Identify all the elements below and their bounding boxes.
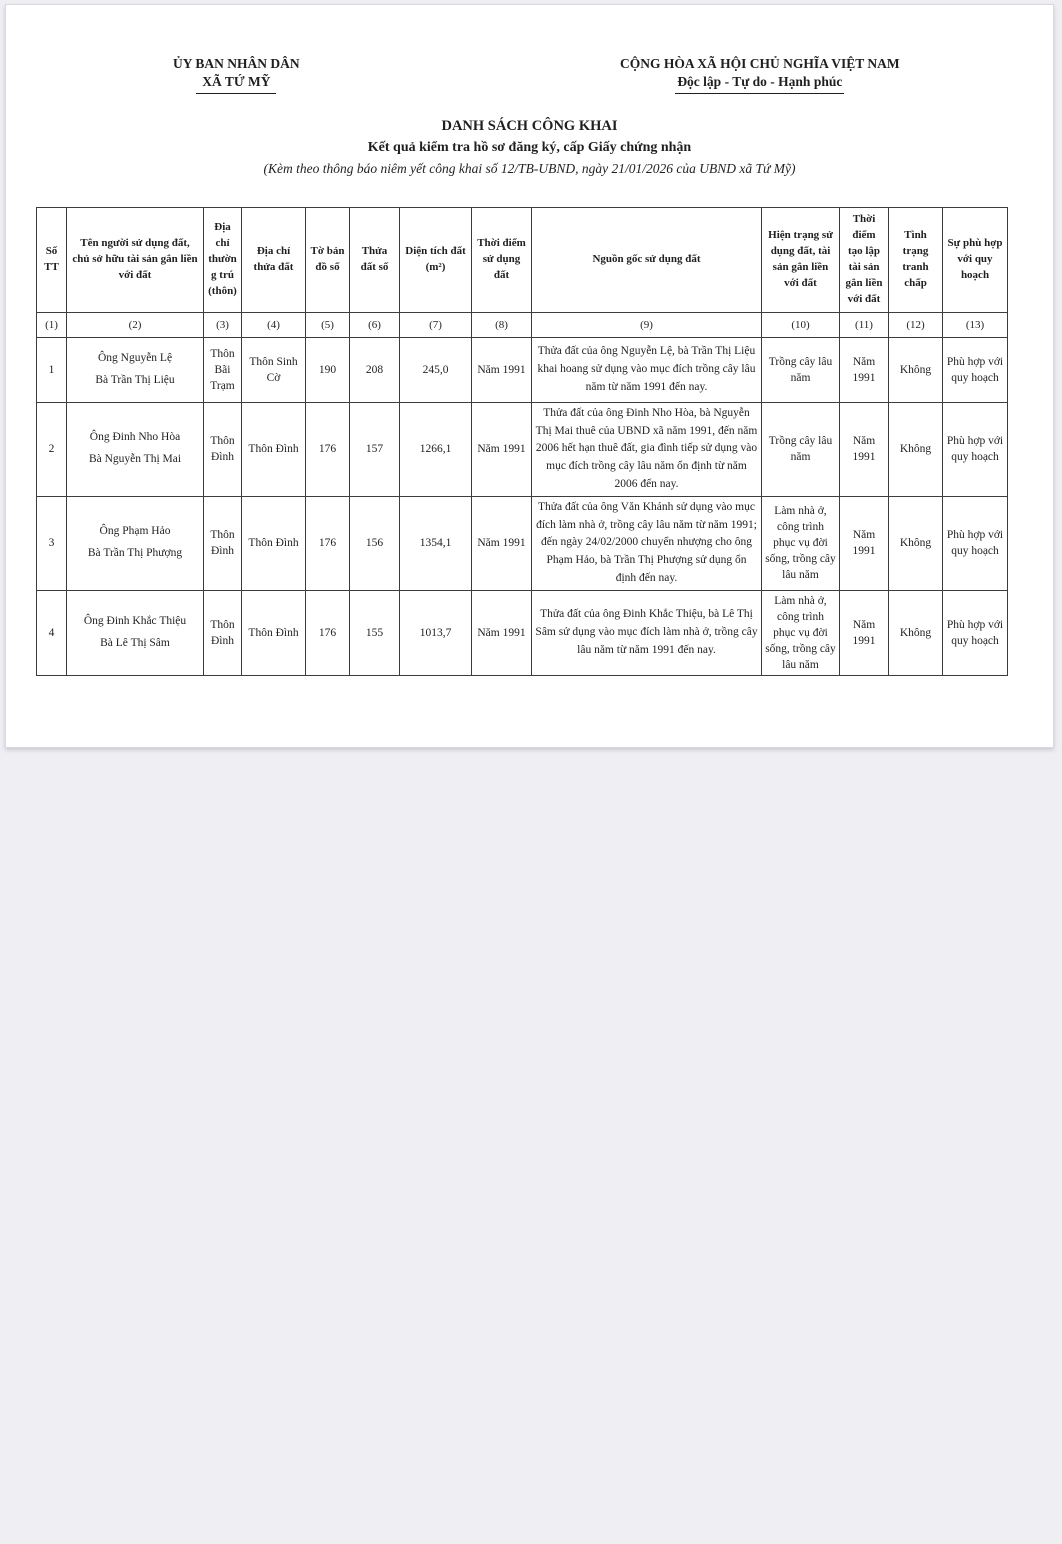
col-number: (13) bbox=[943, 312, 1008, 337]
col-header-parcel-number: Thửa đất số bbox=[350, 207, 400, 312]
cell-planning: Phù hợp với quy hoạch bbox=[943, 496, 1008, 590]
table-row bbox=[37, 337, 1008, 402]
col-number: (8) bbox=[472, 312, 532, 337]
table-header-row bbox=[37, 207, 1008, 312]
cell-current-use: Trồng cây lâu năm bbox=[762, 337, 840, 402]
col-header-current-use: Hiện trạng sử dụng đất, tài sản gắn liền với đất bbox=[762, 207, 840, 312]
cell-name bbox=[67, 590, 204, 675]
cell-map-sheet: 176 bbox=[306, 402, 350, 496]
cell-parcel-number: 155 bbox=[350, 590, 400, 675]
cell-dispute: Không bbox=[889, 337, 943, 402]
cell-residence: Thôn Đình bbox=[204, 590, 242, 675]
col-number: (2) bbox=[67, 312, 204, 337]
letterhead bbox=[6, 55, 1053, 94]
cell-asset-time: Năm 1991 bbox=[840, 590, 889, 675]
col-header-origin: Nguồn gốc sử dụng đất bbox=[532, 207, 762, 312]
col-number: (4) bbox=[242, 312, 306, 337]
table-row bbox=[37, 590, 1008, 675]
col-header-parcel-address: Địa chỉ thửa đất bbox=[242, 207, 306, 312]
col-number: (1) bbox=[37, 312, 67, 337]
cell-current-use: Làm nhà ở, công trình phục vụ đời sống, trồng cây lâu năm bbox=[762, 496, 840, 590]
land-user-name: Bà Nguyễn Thị Mai bbox=[88, 453, 182, 466]
col-number: (10) bbox=[762, 312, 840, 337]
col-number: (9) bbox=[532, 312, 762, 337]
cell-origin: Thửa đất của ông Đinh Nho Hòa, bà Nguyễn Thị Mai thuê của UBND xã năm 1991, đến năm 2006 hết hạn thuê đất, gia đình tiếp sử dụng vào mục đích trồng cây lâu năm ổn định từ năm 2006 đến nay. bbox=[532, 402, 762, 496]
land-user-name: Ông Nguyễn Lệ bbox=[97, 351, 173, 364]
document-note: (Kèm theo thông báo niêm yết công khai số 12/TB-UBND, ngày 21/01/2026 của UBND xã Tứ Mỹ) bbox=[263, 161, 796, 177]
cell-map-sheet: 190 bbox=[306, 337, 350, 402]
cell-name bbox=[67, 402, 204, 496]
cell-origin: Thửa đất của ông Đinh Khắc Thiệu, bà Lê Thị Sâm sử dụng vào mục đích làm nhà ở, trồng cây lâu năm từ năm 1991 đến nay. bbox=[532, 590, 762, 675]
col-number: (6) bbox=[350, 312, 400, 337]
col-number: (11) bbox=[840, 312, 889, 337]
col-header-name: Tên người sử dụng đất, chủ sở hữu tài sản gắn liền với đất bbox=[67, 207, 204, 312]
national-motto-line1: CỘNG HÒA XÃ HỘI CHỦ NGHĨA VIỆT NAM bbox=[619, 56, 900, 71]
land-user-name: Ông Phạm Hảo bbox=[99, 525, 171, 538]
column-number-row bbox=[37, 312, 1008, 337]
cell-parcel-number: 208 bbox=[350, 337, 400, 402]
issuer-commune: XÃ TỨ MỸ bbox=[196, 73, 276, 95]
document-subtitle: Kết quả kiểm tra hồ sơ đăng ký, cấp Giấy chứng nhận bbox=[367, 140, 692, 156]
cell-use-time: Năm 1991 bbox=[472, 337, 532, 402]
cell-parcel-address: Thôn Đình bbox=[242, 402, 306, 496]
cell-area: 1266,1 bbox=[400, 402, 472, 496]
document-page bbox=[5, 4, 1054, 748]
cell-map-sheet: 176 bbox=[306, 496, 350, 590]
col-number: (12) bbox=[889, 312, 943, 337]
cell-dispute: Không bbox=[889, 402, 943, 496]
cell-parcel-number: 157 bbox=[350, 402, 400, 496]
cell-area: 245,0 bbox=[400, 337, 472, 402]
land-user-name: Bà Trần Thị Phượng bbox=[87, 547, 183, 560]
cell-name bbox=[67, 337, 204, 402]
land-user-name: Bà Trần Thị Liệu bbox=[95, 373, 175, 386]
cell-parcel-address: Thôn Sinh Cờ bbox=[242, 337, 306, 402]
land-user-name: Ông Đinh Nho Hòa bbox=[89, 431, 181, 444]
cell-asset-time: Năm 1991 bbox=[840, 337, 889, 402]
cell-origin: Thửa đất của ông Văn Khánh sử dụng vào mục đích làm nhà ở, trồng cây lâu năm từ năm 1991; đến ngày 24/02/2000 chuyển nhượng cho ông Phạm Hảo, bà Trần Thị Phượng sử dụng ổn định đến nay. bbox=[532, 496, 762, 590]
land-user-name: Bà Lê Thị Sâm bbox=[100, 637, 170, 650]
cell-area: 1354,1 bbox=[400, 496, 472, 590]
cell-stt: 3 bbox=[37, 496, 67, 590]
cell-asset-time: Năm 1991 bbox=[840, 496, 889, 590]
cell-residence: Thôn Bãi Trạm bbox=[204, 337, 242, 402]
col-header-residence: Địa chỉ thường trú (thôn) bbox=[204, 207, 242, 312]
col-number: (3) bbox=[204, 312, 242, 337]
col-header-planning: Sự phù hợp với quy hoạch bbox=[943, 207, 1008, 312]
issuer-block bbox=[6, 55, 467, 94]
col-header-stt: Số TT bbox=[37, 207, 67, 312]
table-row bbox=[37, 496, 1008, 590]
cell-planning: Phù hợp với quy hoạch bbox=[943, 402, 1008, 496]
cell-dispute: Không bbox=[889, 496, 943, 590]
col-header-area: Diện tích đất (m²) bbox=[400, 207, 472, 312]
cell-planning: Phù hợp với quy hoạch bbox=[943, 590, 1008, 675]
col-header-map-sheet: Tờ bản đồ số bbox=[306, 207, 350, 312]
cell-parcel-number: 156 bbox=[350, 496, 400, 590]
cell-name bbox=[67, 496, 204, 590]
cell-use-time: Năm 1991 bbox=[472, 496, 532, 590]
cell-stt: 2 bbox=[37, 402, 67, 496]
issuer-name: ỦY BAN NHÂN DÂN bbox=[173, 56, 300, 71]
national-header-block bbox=[467, 55, 1053, 94]
land-user-name: Ông Đinh Khắc Thiệu bbox=[83, 615, 187, 628]
document-title: DANH SÁCH CÔNG KHAI bbox=[441, 118, 618, 135]
cell-current-use: Trồng cây lâu năm bbox=[762, 402, 840, 496]
cell-residence: Thôn Đình bbox=[204, 402, 242, 496]
cell-residence: Thôn Đình bbox=[204, 496, 242, 590]
cell-stt: 1 bbox=[37, 337, 67, 402]
cell-use-time: Năm 1991 bbox=[472, 402, 532, 496]
col-header-asset-time: Thời điểm tạo lập tài sản gắn liền với đất bbox=[840, 207, 889, 312]
col-header-use-time: Thời điểm sử dụng đất bbox=[472, 207, 532, 312]
cell-area: 1013,7 bbox=[400, 590, 472, 675]
public-list-table bbox=[36, 207, 1008, 677]
cell-dispute: Không bbox=[889, 590, 943, 675]
cell-origin: Thửa đất của ông Nguyễn Lệ, bà Trần Thị Liệu khai hoang sử dụng vào mục đích trồng cây lâu năm từ năm 1991 đến nay. bbox=[532, 337, 762, 402]
col-number: (5) bbox=[306, 312, 350, 337]
cell-current-use: Làm nhà ở, công trình phục vụ đời sống, trồng cây lâu năm bbox=[762, 590, 840, 675]
cell-asset-time: Năm 1991 bbox=[840, 402, 889, 496]
cell-parcel-address: Thôn Đình bbox=[242, 590, 306, 675]
cell-stt: 4 bbox=[37, 590, 67, 675]
national-motto-line2: Độc lập - Tự do - Hạnh phúc bbox=[675, 73, 844, 95]
cell-map-sheet: 176 bbox=[306, 590, 350, 675]
cell-planning: Phù hợp với quy hoạch bbox=[943, 337, 1008, 402]
cell-parcel-address: Thôn Đình bbox=[242, 496, 306, 590]
col-number: (7) bbox=[400, 312, 472, 337]
table-row bbox=[37, 402, 1008, 496]
title-block bbox=[6, 116, 1053, 180]
col-header-dispute: Tình trạng tranh chấp bbox=[889, 207, 943, 312]
cell-use-time: Năm 1991 bbox=[472, 590, 532, 675]
